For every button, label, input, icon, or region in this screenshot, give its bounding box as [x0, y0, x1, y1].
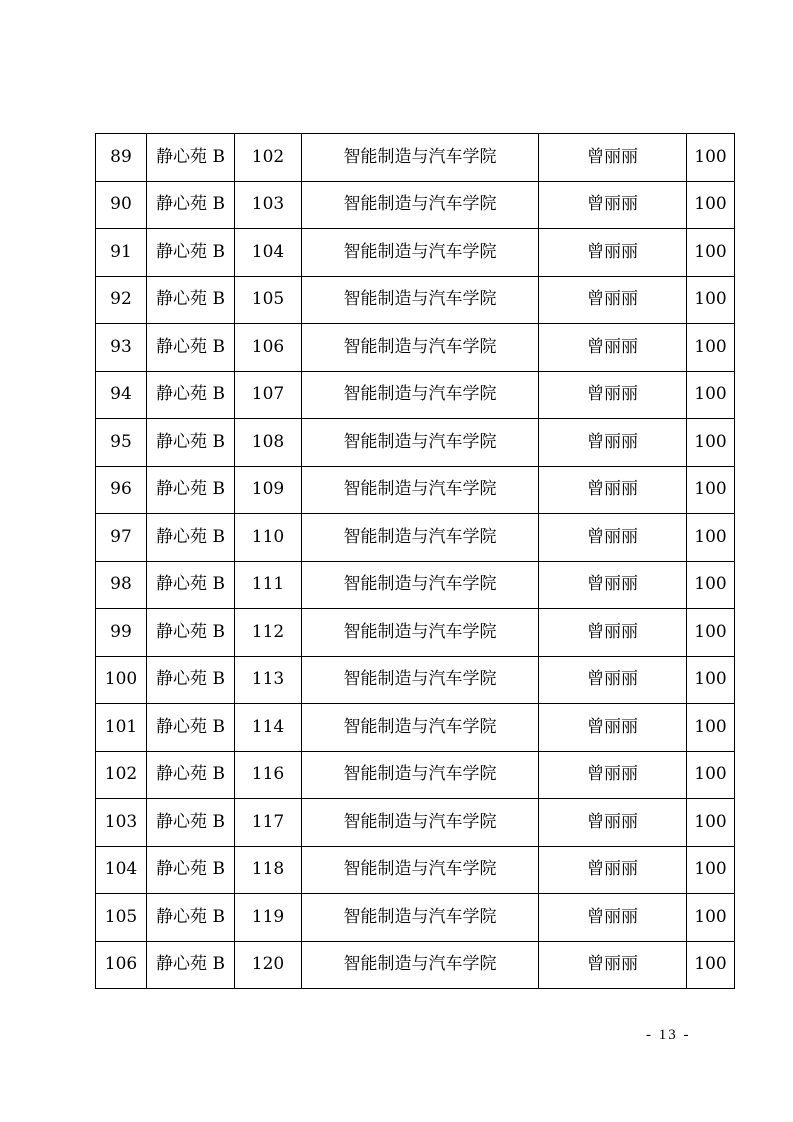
cell-building: 静心苑 B [147, 704, 235, 752]
cell-number: 104 [96, 846, 147, 894]
table-row [96, 466, 735, 514]
cell-room: 113 [235, 656, 302, 704]
cell-room: 119 [235, 894, 302, 942]
table-row [96, 656, 735, 704]
cell-room: 103 [235, 181, 302, 229]
cell-building: 静心苑 B [147, 466, 235, 514]
cell-room: 102 [235, 134, 302, 182]
cell-score: 100 [687, 799, 735, 847]
cell-room: 118 [235, 846, 302, 894]
table-row [96, 751, 735, 799]
cell-room: 107 [235, 371, 302, 419]
table-row [96, 561, 735, 609]
cell-college: 智能制造与汽车学院 [302, 941, 539, 989]
cell-building: 静心苑 B [147, 656, 235, 704]
cell-room: 108 [235, 419, 302, 467]
cell-room: 114 [235, 704, 302, 752]
cell-building: 静心苑 B [147, 514, 235, 562]
cell-college: 智能制造与汽车学院 [302, 609, 539, 657]
cell-score: 100 [687, 371, 735, 419]
cell-person: 曾丽丽 [539, 704, 687, 752]
cell-room: 105 [235, 276, 302, 324]
cell-number: 101 [96, 704, 147, 752]
cell-person: 曾丽丽 [539, 514, 687, 562]
cell-room: 117 [235, 799, 302, 847]
dormitory-score-table [95, 133, 735, 989]
cell-building: 静心苑 B [147, 751, 235, 799]
cell-college: 智能制造与汽车学院 [302, 419, 539, 467]
cell-college: 智能制造与汽车学院 [302, 656, 539, 704]
cell-number: 100 [96, 656, 147, 704]
cell-score: 100 [687, 419, 735, 467]
cell-room: 120 [235, 941, 302, 989]
cell-score: 100 [687, 276, 735, 324]
cell-college: 智能制造与汽车学院 [302, 134, 539, 182]
table-row [96, 704, 735, 752]
cell-person: 曾丽丽 [539, 324, 687, 372]
cell-person: 曾丽丽 [539, 371, 687, 419]
cell-number: 98 [96, 561, 147, 609]
cell-number: 95 [96, 419, 147, 467]
cell-person: 曾丽丽 [539, 229, 687, 277]
table-row [96, 609, 735, 657]
cell-building: 静心苑 B [147, 324, 235, 372]
cell-person: 曾丽丽 [539, 846, 687, 894]
cell-college: 智能制造与汽车学院 [302, 324, 539, 372]
cell-score: 100 [687, 656, 735, 704]
cell-score: 100 [687, 846, 735, 894]
cell-person: 曾丽丽 [539, 276, 687, 324]
cell-building: 静心苑 B [147, 419, 235, 467]
cell-college: 智能制造与汽车学院 [302, 276, 539, 324]
cell-person: 曾丽丽 [539, 799, 687, 847]
cell-person: 曾丽丽 [539, 419, 687, 467]
cell-building: 静心苑 B [147, 846, 235, 894]
cell-building: 静心苑 B [147, 276, 235, 324]
cell-number: 99 [96, 609, 147, 657]
cell-building: 静心苑 B [147, 941, 235, 989]
cell-building: 静心苑 B [147, 371, 235, 419]
cell-person: 曾丽丽 [539, 751, 687, 799]
table-row [96, 894, 735, 942]
cell-college: 智能制造与汽车学院 [302, 894, 539, 942]
cell-person: 曾丽丽 [539, 134, 687, 182]
cell-score: 100 [687, 229, 735, 277]
cell-person: 曾丽丽 [539, 181, 687, 229]
cell-score: 100 [687, 181, 735, 229]
cell-room: 111 [235, 561, 302, 609]
cell-college: 智能制造与汽车学院 [302, 846, 539, 894]
table-row [96, 134, 735, 182]
cell-building: 静心苑 B [147, 894, 235, 942]
table-row [96, 276, 735, 324]
cell-college: 智能制造与汽车学院 [302, 561, 539, 609]
cell-score: 100 [687, 561, 735, 609]
cell-person: 曾丽丽 [539, 466, 687, 514]
cell-person: 曾丽丽 [539, 609, 687, 657]
cell-college: 智能制造与汽车学院 [302, 181, 539, 229]
cell-number: 94 [96, 371, 147, 419]
cell-college: 智能制造与汽车学院 [302, 799, 539, 847]
cell-number: 90 [96, 181, 147, 229]
table-row [96, 799, 735, 847]
cell-college: 智能制造与汽车学院 [302, 229, 539, 277]
cell-building: 静心苑 B [147, 609, 235, 657]
cell-college: 智能制造与汽车学院 [302, 466, 539, 514]
cell-college: 智能制造与汽车学院 [302, 514, 539, 562]
cell-number: 92 [96, 276, 147, 324]
cell-number: 102 [96, 751, 147, 799]
cell-building: 静心苑 B [147, 181, 235, 229]
table-row [96, 419, 735, 467]
cell-score: 100 [687, 466, 735, 514]
cell-score: 100 [687, 894, 735, 942]
cell-college: 智能制造与汽车学院 [302, 751, 539, 799]
cell-building: 静心苑 B [147, 799, 235, 847]
cell-score: 100 [687, 609, 735, 657]
table-row [96, 324, 735, 372]
cell-number: 105 [96, 894, 147, 942]
cell-number: 103 [96, 799, 147, 847]
cell-number: 97 [96, 514, 147, 562]
table-row [96, 514, 735, 562]
cell-college: 智能制造与汽车学院 [302, 704, 539, 752]
cell-score: 100 [687, 751, 735, 799]
table-row [96, 941, 735, 989]
cell-person: 曾丽丽 [539, 941, 687, 989]
cell-room: 116 [235, 751, 302, 799]
cell-building: 静心苑 B [147, 229, 235, 277]
table-row [96, 371, 735, 419]
cell-building: 静心苑 B [147, 134, 235, 182]
cell-room: 112 [235, 609, 302, 657]
cell-room: 110 [235, 514, 302, 562]
cell-number: 93 [96, 324, 147, 372]
table-row [96, 846, 735, 894]
table-body [96, 134, 735, 989]
cell-score: 100 [687, 514, 735, 562]
cell-building: 静心苑 B [147, 561, 235, 609]
cell-score: 100 [687, 941, 735, 989]
cell-score: 100 [687, 324, 735, 372]
cell-person: 曾丽丽 [539, 894, 687, 942]
cell-number: 89 [96, 134, 147, 182]
cell-number: 106 [96, 941, 147, 989]
cell-room: 109 [235, 466, 302, 514]
cell-room: 104 [235, 229, 302, 277]
table-row [96, 229, 735, 277]
cell-college: 智能制造与汽车学院 [302, 371, 539, 419]
cell-room: 106 [235, 324, 302, 372]
cell-number: 91 [96, 229, 147, 277]
cell-score: 100 [687, 704, 735, 752]
page-number: - 13 - [646, 1027, 691, 1043]
table-row [96, 181, 735, 229]
cell-number: 96 [96, 466, 147, 514]
cell-person: 曾丽丽 [539, 656, 687, 704]
cell-person: 曾丽丽 [539, 561, 687, 609]
cell-score: 100 [687, 134, 735, 182]
